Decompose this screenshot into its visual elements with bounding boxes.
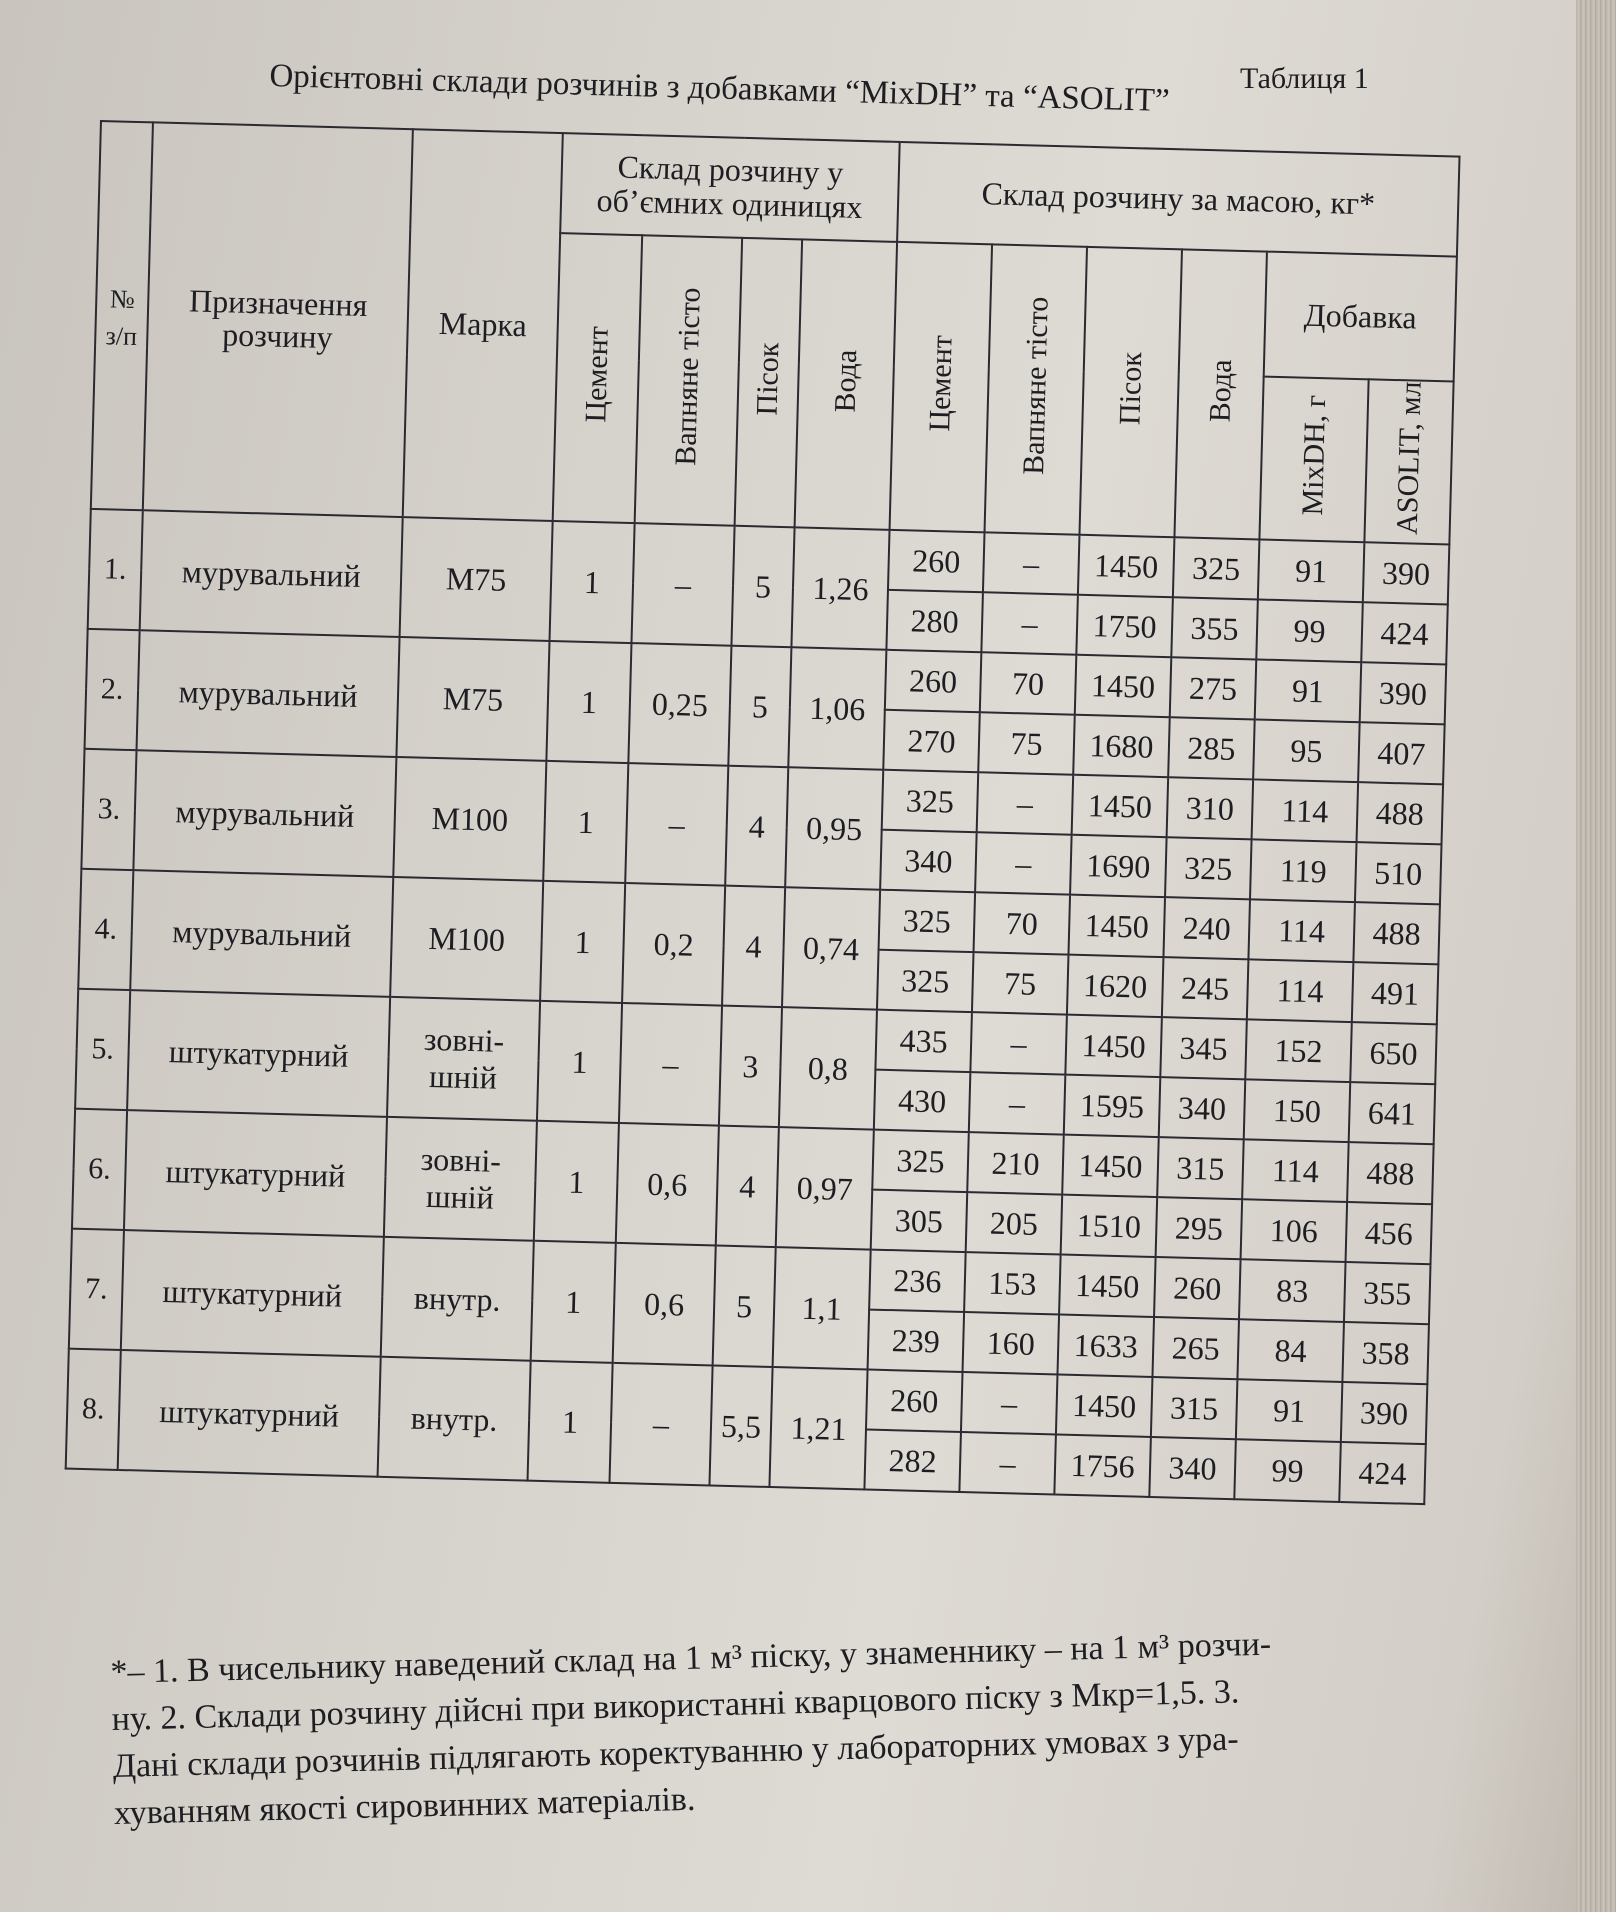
mass-sand-per-mortar: 1620 — [1067, 955, 1164, 1017]
row-purpose: штукатурний — [127, 990, 390, 1117]
vol-cement: 1 — [534, 1121, 619, 1243]
asolit-value-per-sand: 390 — [1363, 543, 1450, 605]
asolit-value-per-sand: 650 — [1350, 1022, 1437, 1084]
vol-cement: 1 — [528, 1361, 613, 1483]
row-number: 6. — [72, 1109, 127, 1230]
vol-lime: – — [619, 1003, 722, 1126]
asolit-value-per-sand: 488 — [1357, 783, 1444, 845]
vol-sand: 5 — [731, 526, 794, 648]
vol-sand: 4 — [722, 886, 785, 1008]
mass-water-per-mortar: 295 — [1156, 1197, 1243, 1259]
table-title: Орієнтовні склади розчинів з добавками “MixDH” та “ASOLIT” — [268, 58, 1171, 120]
vol-water: 0,97 — [776, 1128, 874, 1250]
mixdh-value-per-sand: 91 — [1258, 540, 1365, 603]
mixdh-value-per-mortar: 114 — [1247, 960, 1354, 1023]
mass-sand-per-sand: 1450 — [1078, 535, 1175, 597]
mixdh-value-per-sand: 152 — [1245, 1020, 1352, 1083]
row-grade: зовні-шній — [384, 1117, 537, 1241]
mass-cement-per-sand: 260 — [888, 530, 985, 592]
asolit-value-per-sand: 488 — [1353, 903, 1440, 965]
table-label: Таблиця 1 — [1240, 62, 1369, 95]
header-asolit-label: ASOLIT, мл — [1390, 380, 1428, 536]
vol-cement: 1 — [531, 1241, 616, 1363]
row-number: 1. — [88, 509, 143, 630]
vol-sand: 4 — [725, 766, 788, 888]
mass-cement-per-mortar: 280 — [886, 590, 983, 652]
mixdh-value-per-mortar: 99 — [1234, 1440, 1341, 1503]
vol-lime: 0,25 — [628, 643, 731, 766]
mass-sand-per-sand: 1450 — [1065, 1015, 1162, 1077]
row-grade: зовні-шній — [387, 997, 540, 1121]
mass-lime-per-mortar: 160 — [963, 1312, 1060, 1374]
mass-lime-per-sand: 210 — [967, 1132, 1064, 1194]
mass-cement-per-sand: 325 — [879, 890, 976, 952]
header-vol-sand — [735, 238, 803, 528]
mixdh-value-per-sand: 83 — [1239, 1260, 1346, 1323]
footnote-line-4: хуванням якості сировинних матеріалів. — [113, 1780, 696, 1832]
vol-lime: 0,2 — [622, 883, 725, 1006]
header-mixdh — [1259, 377, 1368, 543]
mass-water-per-mortar: 340 — [1159, 1077, 1246, 1139]
header-mass-water-label: Вода — [1202, 358, 1238, 423]
mass-sand-per-sand: 1450 — [1056, 1375, 1153, 1437]
asolit-value-per-mortar: 358 — [1342, 1322, 1429, 1384]
mass-water-per-mortar: 285 — [1168, 718, 1255, 780]
mixdh-value-per-sand: 114 — [1252, 780, 1359, 843]
mass-lime-per-sand: – — [961, 1372, 1058, 1434]
mass-water-per-mortar: 355 — [1171, 598, 1258, 660]
header-mass-cement-label: Цемент — [922, 334, 959, 432]
row-purpose: мурувальний — [130, 871, 393, 998]
mass-water-per-sand: 275 — [1170, 658, 1257, 720]
table-body — [66, 121, 1460, 1505]
mass-water-per-sand: 310 — [1167, 778, 1254, 840]
header-num-label: № з/п — [105, 284, 138, 352]
mass-sand-per-sand: 1450 — [1062, 1135, 1159, 1197]
mixdh-value-per-mortar: 95 — [1253, 720, 1360, 783]
asolit-value-per-sand: 390 — [1360, 663, 1447, 725]
header-mass-sand-label: Пісок — [1112, 351, 1148, 426]
mass-lime-per-sand: 70 — [980, 653, 1077, 715]
row-number: 8. — [66, 1349, 121, 1470]
mass-cement-per-mortar: 325 — [877, 950, 974, 1012]
vol-water: 0,8 — [779, 1008, 877, 1130]
mass-lime-per-mortar: – — [959, 1432, 1056, 1494]
row-grade: М75 — [396, 637, 549, 761]
mass-water-per-sand: 315 — [1151, 1377, 1238, 1439]
vol-lime: 0,6 — [616, 1123, 719, 1246]
mass-sand-per-sand: 1450 — [1059, 1255, 1156, 1317]
header-mass-water — [1174, 249, 1267, 540]
mixdh-value-per-sand: 114 — [1248, 900, 1355, 963]
row-purpose: мурувальний — [133, 751, 396, 878]
row-grade: М100 — [393, 757, 546, 881]
row-purpose: штукатурний — [118, 1350, 381, 1477]
header-vol-cement — [553, 233, 643, 523]
mixdh-value-per-sand: 91 — [1255, 660, 1362, 723]
header-grade: Марка — [403, 129, 563, 521]
mass-water-per-mortar: 265 — [1152, 1317, 1239, 1379]
asolit-value-per-mortar: 407 — [1358, 723, 1445, 785]
row-purpose: штукатурний — [121, 1230, 384, 1357]
header-vol-water — [795, 239, 898, 530]
mass-sand-per-mortar: 1510 — [1061, 1195, 1158, 1257]
vol-water: 1,1 — [773, 1247, 871, 1369]
mass-cement-per-mortar: 239 — [868, 1310, 965, 1372]
row-purpose: штукатурний — [124, 1110, 387, 1237]
row-grade: М75 — [400, 517, 553, 641]
asolit-value-per-mortar: 456 — [1346, 1202, 1433, 1264]
footnote — [110, 1615, 1534, 1837]
mass-lime-per-sand: 70 — [974, 893, 1071, 955]
mass-lime-per-mortar: 205 — [966, 1192, 1063, 1254]
mass-cement-per-sand: 260 — [866, 1370, 963, 1432]
vol-lime: – — [609, 1363, 712, 1486]
mass-cement-per-mortar: 430 — [874, 1070, 971, 1132]
mass-sand-per-mortar: 1595 — [1064, 1075, 1161, 1137]
header-vol-sand-label: Пісок — [750, 341, 786, 416]
header-mass-sand — [1079, 247, 1182, 538]
footnote-line-2: ну. 2. Склади розчину дійсні при використанні кварцового піску з Мкр=1,5. 3. — [111, 1673, 1240, 1738]
mass-sand-per-mortar: 1756 — [1054, 1435, 1151, 1497]
vol-water: 1,06 — [788, 648, 886, 770]
mixdh-value-per-mortar: 84 — [1237, 1320, 1344, 1383]
vol-cement: 1 — [546, 641, 631, 763]
mass-water-per-sand: 325 — [1173, 538, 1260, 600]
vol-sand: 4 — [716, 1126, 779, 1248]
vol-water: 0,74 — [782, 888, 880, 1010]
asolit-value-per-sand: 355 — [1344, 1262, 1431, 1324]
mass-water-per-mortar: 245 — [1162, 958, 1249, 1020]
vol-cement: 1 — [537, 1001, 622, 1123]
vol-sand: 5 — [713, 1246, 776, 1368]
vol-lime: 0,6 — [613, 1243, 716, 1366]
mass-cement-per-mortar: 340 — [880, 830, 977, 892]
mass-cement-per-mortar: 282 — [864, 1430, 961, 1492]
composition-table — [65, 120, 1461, 1506]
row-grade: М100 — [390, 877, 543, 1001]
header-mass-lime-label: Вапняне тісто — [1016, 296, 1055, 476]
mass-lime-per-sand: – — [983, 533, 1080, 595]
row-number: 2. — [85, 629, 140, 750]
mass-water-per-sand: 345 — [1160, 1017, 1247, 1079]
header-row-1 — [98, 121, 1459, 257]
mass-lime-per-mortar: 75 — [978, 713, 1075, 775]
row-number: 7. — [69, 1229, 124, 1350]
mass-water-per-sand: 260 — [1154, 1257, 1241, 1319]
vol-lime: – — [625, 763, 728, 886]
mass-sand-per-mortar: 1750 — [1076, 595, 1173, 657]
mass-cement-per-sand: 260 — [885, 650, 982, 712]
mass-cement-per-mortar: 270 — [883, 710, 980, 772]
header-mixdh-label: MixDH, г — [1295, 394, 1332, 517]
mass-sand-per-mortar: 1633 — [1057, 1315, 1154, 1377]
mass-lime-per-mortar: 75 — [972, 953, 1069, 1015]
row-purpose: мурувальний — [140, 511, 403, 638]
vol-sand: 5,5 — [709, 1366, 772, 1488]
header-mass-lime — [985, 244, 1088, 535]
mixdh-value-per-mortar: 106 — [1241, 1200, 1348, 1263]
asolit-value-per-mortar: 641 — [1349, 1082, 1436, 1144]
vol-cement: 1 — [550, 521, 635, 643]
mixdh-value-per-mortar: 150 — [1244, 1080, 1351, 1143]
mass-lime-per-mortar: – — [975, 833, 1072, 895]
mass-sand-per-sand: 1450 — [1068, 895, 1165, 957]
header-vol-cement-label: Цемент — [579, 325, 615, 423]
vol-sand: 5 — [728, 646, 791, 768]
mass-sand-per-sand: 1450 — [1075, 655, 1172, 717]
mass-lime-per-mortar: – — [969, 1073, 1066, 1135]
page-edge — [1576, 0, 1616, 1912]
vol-sand: 3 — [719, 1006, 782, 1128]
header-mass-group: Склад розчину за масою, кг* — [897, 142, 1459, 257]
header-vol-lime — [635, 235, 743, 526]
vol-cement: 1 — [543, 761, 628, 883]
row-purpose: мурувальний — [137, 631, 400, 758]
mixdh-value-per-sand: 114 — [1242, 1140, 1349, 1203]
vol-lime: – — [631, 524, 734, 647]
header-vol-water-label: Вода — [828, 349, 863, 413]
asolit-value-per-sand: 488 — [1347, 1142, 1434, 1204]
row-grade: внутр. — [378, 1357, 531, 1481]
asolit-value-per-mortar: 424 — [1361, 603, 1448, 665]
mass-sand-per-mortar: 1690 — [1070, 835, 1167, 897]
asolit-value-per-mortar: 510 — [1355, 843, 1442, 905]
footnote-line-1: *– 1. В чисельнику наведений склад на 1 м³ піску, у знаменнику – на 1 м³ розчи- — [110, 1625, 1272, 1691]
mixdh-value-per-sand: 91 — [1236, 1380, 1343, 1443]
mass-water-per-mortar: 325 — [1165, 838, 1252, 900]
mass-cement-per-sand: 325 — [872, 1130, 969, 1192]
mass-lime-per-sand: 153 — [964, 1252, 1061, 1314]
header-asolit — [1364, 379, 1453, 545]
vol-cement: 1 — [540, 881, 625, 1003]
mixdh-value-per-mortar: 119 — [1250, 840, 1357, 903]
mass-water-per-sand: 240 — [1163, 898, 1250, 960]
header-volume-group: Склад розчину у об’ємних одиницях — [560, 133, 900, 242]
mass-water-per-mortar: 340 — [1149, 1437, 1236, 1499]
mass-cement-per-sand: 435 — [875, 1010, 972, 1072]
asolit-value-per-mortar: 424 — [1339, 1442, 1426, 1504]
mass-cement-per-mortar: 305 — [871, 1190, 968, 1252]
asolit-value-per-mortar: 491 — [1352, 962, 1439, 1024]
mass-water-per-sand: 315 — [1157, 1137, 1244, 1199]
header-purpose: Призначення розчину — [143, 122, 413, 517]
mass-cement-per-sand: 325 — [882, 770, 979, 832]
vol-water: 0,95 — [785, 768, 883, 890]
footnote-line-3: Дані склади розчинів підлягають коректуванню у лабораторних умовах з ура- — [112, 1720, 1240, 1785]
mass-lime-per-sand: – — [977, 773, 1074, 835]
mass-sand-per-sand: 1450 — [1072, 775, 1169, 837]
header-mass-cement — [890, 242, 993, 533]
mixdh-value-per-mortar: 99 — [1256, 600, 1363, 663]
vol-water: 1,21 — [769, 1367, 867, 1489]
mass-lime-per-mortar: – — [981, 593, 1078, 655]
mass-sand-per-mortar: 1680 — [1073, 715, 1170, 777]
asolit-value-per-sand: 390 — [1341, 1382, 1428, 1444]
mass-cement-per-sand: 236 — [869, 1250, 966, 1312]
header-additive: Добавка — [1264, 252, 1457, 382]
row-number: 3. — [81, 749, 136, 870]
vol-water: 1,26 — [791, 528, 889, 650]
row-number: 5. — [75, 989, 130, 1110]
row-grade: внутр. — [381, 1237, 534, 1361]
mass-lime-per-sand: – — [970, 1013, 1067, 1075]
row-number: 4. — [78, 869, 133, 990]
header-vol-lime-label: Вапняне тісто — [669, 287, 707, 467]
